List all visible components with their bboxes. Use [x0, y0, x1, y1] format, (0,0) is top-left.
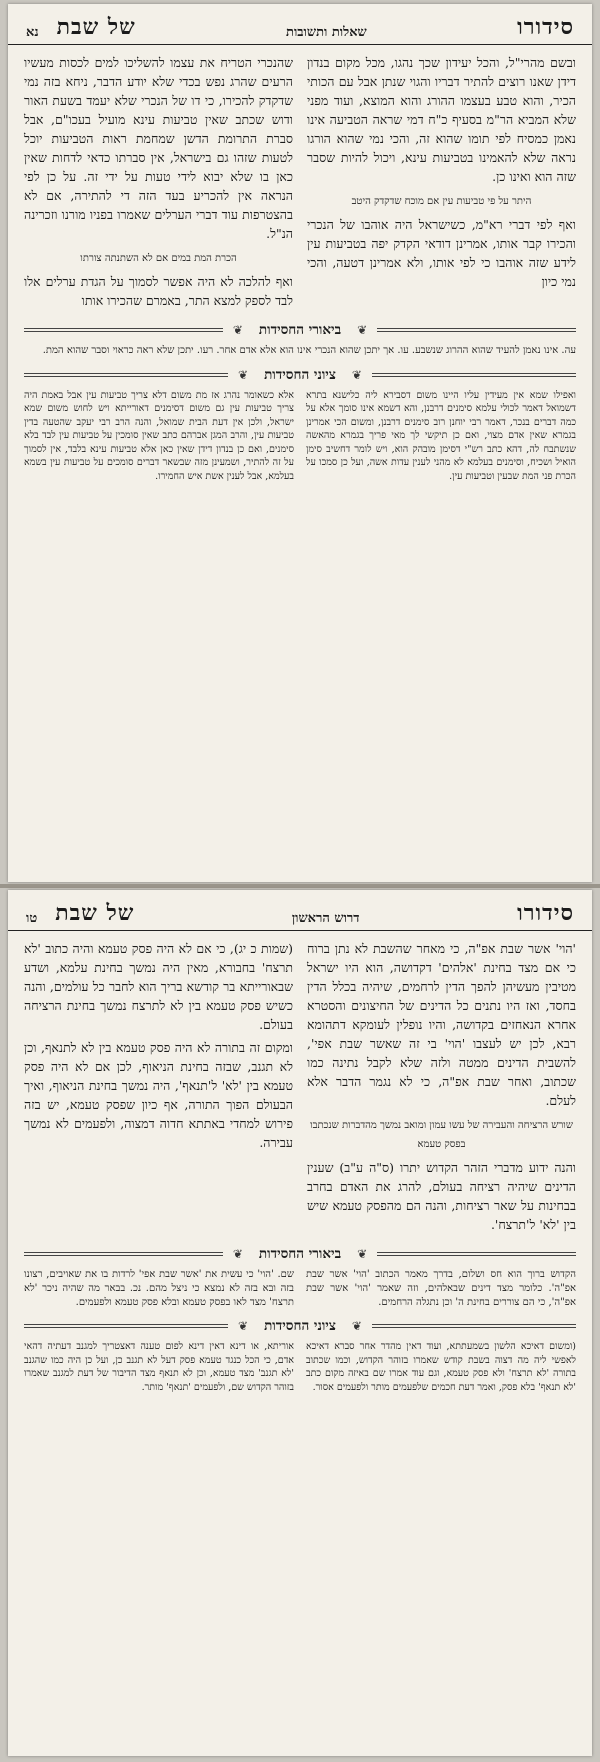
paragraph: והנה ידוע מדברי הזהר הקדוש יתרו (ס"ה ע"ב) שענין הדינים שיהיה רציחה בעולם, להרג את האדם בחרב בבחינות על שאר רציחות, והנה הם מהפסק טעמא שיש בין 'לא' ל'תרצח'. [307, 1160, 576, 1232]
side-caption: היתר על פי טביעות עין אם מוכח שדקדק היטב [351, 196, 532, 207]
page-number: טו [26, 911, 38, 926]
page-upper [8, 4, 592, 882]
page-lower [8, 890, 592, 1756]
paragraph: ומקום זה בתורה לא היה פסק טעמא בין לא לתנאף, וכן לא תגנב, שבזה בחינת הניאוף, לכן אם לא היה פסק טעמא בין 'לא' ל'תנאף', היה נמשך בחינת הניאוף, ואיך הבעולם הפוך התורה, אף כיון שפסק טעמא, יש בזה פירוש למחדי באתתא חדוה דמצוה, ולפעמים לא נמשך עבירה. [24, 1040, 293, 1150]
ornament-icon: ❦ [357, 323, 368, 337]
banner-label: ציוני החסידות [264, 366, 336, 383]
divider [377, 1252, 576, 1256]
paragraph: (שמות כ יג), כי אם לא היה פסק טעמא והיה כתוב 'לא תרצח' בחבורא, מאין היה נמשך בחינת עלמא, ושדע שבאורייתא בר קודשא בריך הוא לחבר כל עולמים, והנה כשיש פסק טעמא בין לא לתרצח נמשך בחינת הרציחה בעולם. [24, 941, 293, 1032]
divider [24, 373, 228, 377]
ornament-icon: ❦ [351, 367, 362, 382]
running-header [8, 4, 592, 45]
ornament-icon: ❦ [238, 367, 249, 382]
page-seam [0, 884, 600, 888]
notes-banner [24, 367, 576, 383]
side-caption: הכרת המת במים אם לא השתנתה צורתו [80, 253, 237, 264]
notes-column-left: אוריתא, או דינא דאין דינא לפום טענה דאצטריך למגנב דעתיה דהאי אדם, כי הכל כנגד טעמא פסק דעל לא תגנב כן, ועל כן היה כמו שהגנב 'לא תגנב' מצד טעמא, וכן לא תנאף מצד הדיבור של דעת למגנב שאמרו בזוהר הקדוש שם, ולפעמים 'תנאף' מותר. [24, 1341, 294, 1393]
header-left-group [26, 900, 134, 926]
book-title-left: של שבת [55, 900, 135, 926]
tziyunei-notes [8, 1340, 592, 1394]
book-title-right: סידורו [517, 14, 574, 40]
paragraph: ואף להלכה לא היה אפשר לסמוך על הגדת ערלים אלו לבד לספק למצא התר, באמרם שהכירו אותו [24, 274, 293, 308]
running-header [8, 890, 592, 931]
main-column-right [307, 53, 576, 314]
main-column-right [307, 939, 576, 1238]
book-title-left: של שבת [56, 14, 136, 40]
tziyunei-notes [8, 389, 592, 484]
page-number: נא [26, 25, 39, 40]
ornament-icon: ❦ [232, 1247, 243, 1261]
notes-column-left: שם. 'הוי' כי עשית את 'אשר שבת אפי' לרדות בו את שאויבים, רצונו בזה ובא בזה לא נמצא כי ניצל מהם. נכ. בבאר מה שהיה ניכר 'לא תרצח' מצד לאו בפסק טעמא ובלא פסק טעמא ולפעמים. [24, 1269, 294, 1308]
notes-column-left: אלא כשאומר נהרג אז מת משום דלא צריך טביעות עין אבל באמת היה צריך טביעות עין גם משום דסימנים דאורייתא ויש לחוש משום שמא ישראל, ולכן אין דעת הבית שמואל, והנה הרב רבי יעקב שהטעה בדין טביעות עין, והרב המגן אברהם כתב שאין סומכין על טביעות עין לבד בלא סימנים, ואם כן בנדון דידן שאין כאן אלא טביעות עינא בלבד, אין לסמוך על זה להתיר, ושמעינן מזה שבשאר דברים סומכים על טביעות עין בשמא בעלמא, אבל לענין אשת איש החמירו. [24, 389, 294, 483]
main-column-left [24, 939, 293, 1238]
notes-banner [24, 1246, 576, 1262]
divider [372, 373, 576, 377]
notes-column-right: הקדוש ברוך הוא חס ושלום, בדרך מאמר הכתוב 'הוי' אשר שבת אפ"ה'. כלומר מצד דינים שבאלהים, וזה שאמר 'הוי' אשר שבת אפ"ה', כי הם צוררים בחינת ה' וכן נתגלה הרחמים. [306, 1269, 576, 1308]
ornament-icon: ❦ [357, 1247, 368, 1261]
header-left-group [26, 14, 136, 40]
ornament-icon: ❦ [232, 323, 243, 337]
biurei-notes: עה. אינו נאמן להעיד שהוא ההרוג שנשבע. עו. אך יתכן שהוא הנכרי אינו הוא אלא אדם אחר. רעו. יתכן שלא ראה כראוי וסבר שהוא המת. [42, 345, 576, 356]
section-title: שאלות ותשובות [286, 25, 367, 40]
main-text-columns [8, 931, 592, 1238]
side-caption: שורש הרציחה והעבירה של עשו עמון ומואב נמשך מהדברות שנכתבו בפסק טעמא [310, 1120, 573, 1150]
notes-column-right: (ומשום דאיכא הלשון בשמעתתא, ועוד דאין מהדר אחר סברא דאיכא לאפשי ליה מה דצוה בשבת קודש שאמרו בזוהר הקדוש, וכמו שכתוב בתורה 'לא תרצח' ולא פסק טעמא, וגם עוד אמרו שם באיזה מקום כתב 'לא תנאף' בלא פסק, ואמר דעת חכמים שלפעמים מותר ולפעמים אסור. [306, 1341, 576, 1393]
divider [24, 1252, 223, 1256]
ornament-icon: ❦ [351, 1319, 362, 1333]
book-title-right: סידורו [517, 900, 574, 926]
paragraph: 'הוי' אשר שבת אפ"ה, כי מאחר שהשבת לא נתן ברוח כי אם מצד בחינת 'אלהים' דקדושה, הוא היו ישראל מטיבין מעשיהן להפך הדין לרחמים, שיהיה בכלל הדין בחסד, ואז היו נתנים כל הדינים של החיצונים והסטרא אחרא הנאחזים בקדושה, והיו נופלין לעומקא דתהומא רבא, לכן יש לעצבו 'הוי' בי זה שאשר שבת אפי', להשבית הדינים ממטה ולזה שלא לקבל נתינה כמו שכתוב, ואחר שבת אפ"ה, כי לא נגמר הדבר אלא לעלם. [307, 941, 576, 1108]
biurei-notes [8, 1268, 592, 1310]
main-text-columns [8, 45, 592, 314]
section-title: דרוש הראשון [291, 911, 360, 926]
banner-label: ביאורי החסידות [258, 1246, 342, 1262]
notes-banner [24, 1318, 576, 1334]
paragraph: ואף לפי דברי רא"מ, כשישראל היה אוהבו של הנכרי והכירו קבר אותו, אמרינן דודאי הקדק יפה בטביעות עין לידע שזה אוהבו כי לפי אותו, ולא אמרינן דטעה, והכי נמי כיון [307, 217, 576, 289]
divider [377, 328, 576, 332]
ornament-icon: ❦ [238, 1319, 249, 1333]
divider [24, 328, 223, 332]
banner-label: ביאורי החסידות [258, 322, 342, 338]
paragraph: ובשם מהרי"ל, והכל יעידון שכך נהגו, מכל מקום בנדון דידן שאנו רוצים להתיר דבריו והגוי שנתן אבל עם הכותי הכיר, והוא טבע בעצמו ההורג והוא המוצא, ועוד מפני שלא המביא הר"מ בסעיף כ"ח דמי שראה הטביעה אינו נאמן כמסיח לפי תומו שהוא זה, והכי נמי שהוא הורגו נראה שלא להאמינו בטביעות עינא, ויכול להיות שסבר שזה הוא ואינו כן. [307, 55, 576, 184]
divider [24, 1324, 228, 1328]
paragraph: שהנכרי הטריח את עצמו להשליכו למים לכסות מעשיו הרעים שהרג נפש בכדי שלא יודע הדבר, ניחא בזה נמי שדקדק להכירו, כי דו של הנכרי שלא יעמד בשעת האור ודוש שכתב שאין טביעות עינא מועיל בעכו"ם, אבל סברת התרומת הדשן שמחמת ראות הטביעות יוכל לטעות שזהו גם בישראל, אין סברתו כדאי לדחות שאין כאן בו שלא יבוא לידי טעות על ידי זה. על כן לפי הנראה אין להכריע בעד הזה די להתירה, אם לא בהצטרפות עוד דברי הערלים שאמרו בפניו מורנו וזכרינה הנ"ל. [24, 55, 293, 241]
banner-label: ציוני החסידות [264, 1318, 336, 1334]
divider [372, 1324, 576, 1328]
main-column-left [24, 53, 293, 314]
notes-banner [24, 322, 576, 338]
notes-column-right: ואפילו שמא אין מעידין עליו היינו משום דסבירא ליה כלישנא בתרא דשמואל דאמר לכולי עלמא סימנים דרבנן, והא דשמא אינו סומך אלא על כמה דברים בנכר, דאמר רבי יוחנן רוב סימנים דרבנן, ומשום הכי אמרינן בגמרא שאין אדם מצוי, ואם כן תיקשי לך מאי פריך בגמרא מהאשה שנשתבח לה, דהא כתב רש"י דסימן מובהק הוא, ויש לומר דחשיב סימן הואיל ושכיח, וסימנים בעלמא לא מהני לענין עדות אשה, ועל כן סמכו על הכרת פני המת שבעין וטביעות עין. [306, 389, 576, 483]
